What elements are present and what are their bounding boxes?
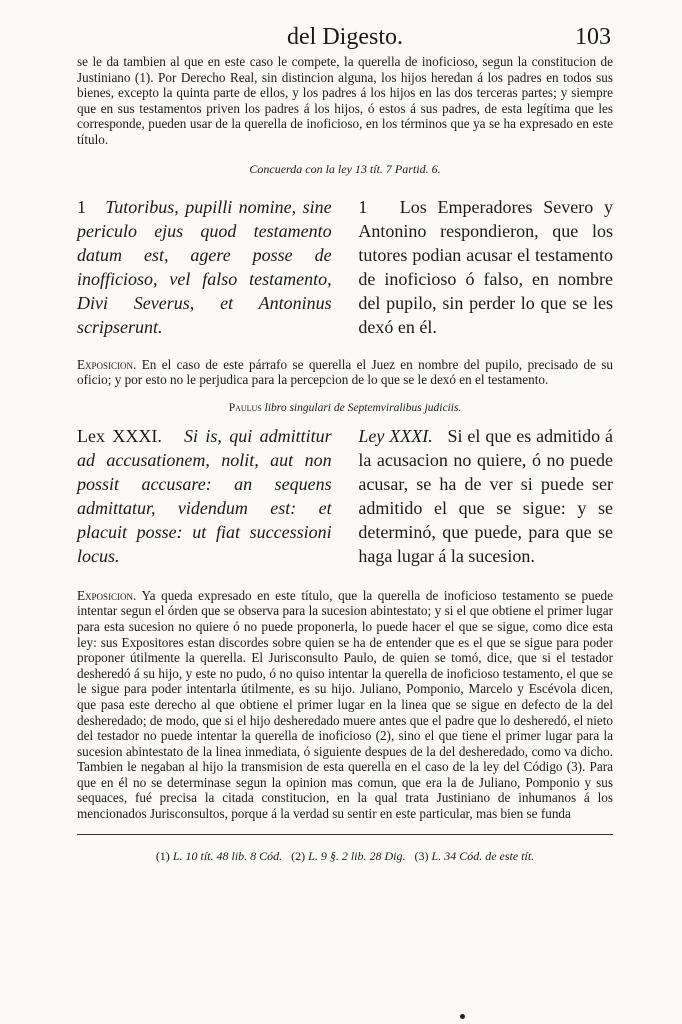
ink-dot [460, 1014, 465, 1019]
section-1-latin [77, 195, 332, 339]
source-line [77, 402, 613, 414]
exposition-label: Exposicion. [77, 587, 137, 603]
intro-paragraph: se le da tambien al que en este caso le compete, la querella de inoficioso, segun la constitucion de Justiniano (1). Por Derecho Real, sin distincion alguna, los hijos heredan á los padres en todos sus bienes, excepto la quinta parte de ellos, y los padres á los hijos en las dos terceras partes; y siempre que en sus testamentos priven los padres á los hijos, ó estos á sus padres, de esta legítima que les corresponde, pueden usar de la querella de inoficioso, en los términos que ya se ha expresado en este título. [77, 54, 613, 147]
book-page [77, 20, 613, 864]
section-2-spanish [358, 424, 613, 568]
footnote-1-number: (1) [155, 848, 170, 863]
footnotes [77, 849, 613, 864]
footnote-2-number: (2) [291, 848, 306, 863]
exposition-2 [77, 588, 613, 822]
section-2-latin [77, 424, 332, 568]
page-header [77, 20, 613, 54]
footnote-1: L. 10 tít. 48 lib. 8 Cód. [172, 848, 283, 863]
latin-text: Tutoribus, pupilli nomine, sine periculo ejus quod testamento datum est, agere posse de inofficioso, vel falso testamento, Divi Severus, et Antoninus scripserunt. [77, 196, 332, 337]
spanish-text: Los Emperadores Severo y Antonino respondieron, que los tutores podian acusar el testamento de inoficioso ó falso, en nombre del pupilo, sin perder lo que se les dexó en él. [358, 196, 613, 337]
source-author: Paulus [228, 401, 262, 414]
concordance-note: Concuerda con la ley 13 tít. 7 Partid. 6. [249, 161, 441, 176]
source-work: libro singulari de Septemviralibus judiciis. [264, 401, 462, 414]
ley-label: Ley XXXI. [358, 425, 433, 446]
exposition-text: En el caso de este párrafo se querella el Juez en nombre del pupilo, precisado de su oficio; y por esto no le perjudica para la percepcion de lo que se le dexó en el testamento. [77, 356, 613, 388]
exposition-label: Exposicion. [77, 356, 137, 372]
latin-paragraph-number: 1 [77, 196, 86, 217]
footnote-3: L. 34 Cód. de este tít. [431, 848, 535, 863]
lex-text: Si is, qui admittitur ad accusationem, nolit, aut non possit accusare: an sequens admittatur, videndum est: et placuit posse: ut fiat successioni locus. [77, 425, 332, 566]
footnote-2: L. 9 §. 2 lib. 28 Dig. [308, 848, 406, 863]
section-1-columns [77, 195, 613, 339]
spanish-paragraph-number: 1 [358, 196, 368, 217]
running-title: del Digesto. [287, 24, 403, 50]
footnote-3-number: (3) [414, 848, 429, 863]
section-2-columns [77, 424, 613, 568]
section-1-spanish [358, 195, 613, 339]
exposition-1 [77, 357, 613, 388]
lex-label: Lex XXXI. [77, 425, 162, 446]
footnote-rule [77, 834, 613, 835]
exposition-text: Ya queda expresado en este título, que la querella de inoficioso testamento se puede intentar segun el órden que se observa para la sucesion abintestato; y si el que obtiene el primer lugar para esta sucesion no quiere ó no puede proponerla, lo puede hacer el que se sigue, como dice esta ley: sus Expositores estan discordes sobre quien se ha de entender que es el que se sigue para poder proponer útilmente la querella. El Jurisconsulto Paulo, de quien se tomó, dice, que si el testador desheredó á su hijo, y este no pudo, ó no quiso intentar la querella de inoficioso testamento, el que se le sigue para poder intentarla útilmente, es su hijo. Juliano, Pomponio, Marcelo y Escévola dicen, que pasa este derecho al que obtiene el primer lugar en la linea que se sigue en defecto de la del desheredado; de modo, que si el hijo desheredado muere antes que el padre que lo desheredó, el nieto del testador no puede intentar la querella de inoficioso (2), sino el que tiene el primer lugar para la sucesion abintestato de la linea inmediata, ó siguiente despues de la del desheredado, como va dicho. Tambien le negaban al hijo la transmision de esta querella en el caso de la ley del Código (3). Para que en él no se determinase segun la opinion mas comun, que era la de Juliano, Pomponio y sus sequaces, fué precisa la citada constitucion, en la qual trata Justiniano de inhumanos á los mencionados Jurisconsultos, porque á la verdad su sentir en este particular, mas bien se funda [77, 587, 613, 822]
ley-text: Si el que es admitido á la acusacion no quiere, ó no puede acusar, se ha de ver si puede ser admitido el que se sigue: y se determinó, que puede, para que se haga lugar á la sucesion. [358, 425, 613, 566]
page-number: 103 [575, 24, 611, 50]
